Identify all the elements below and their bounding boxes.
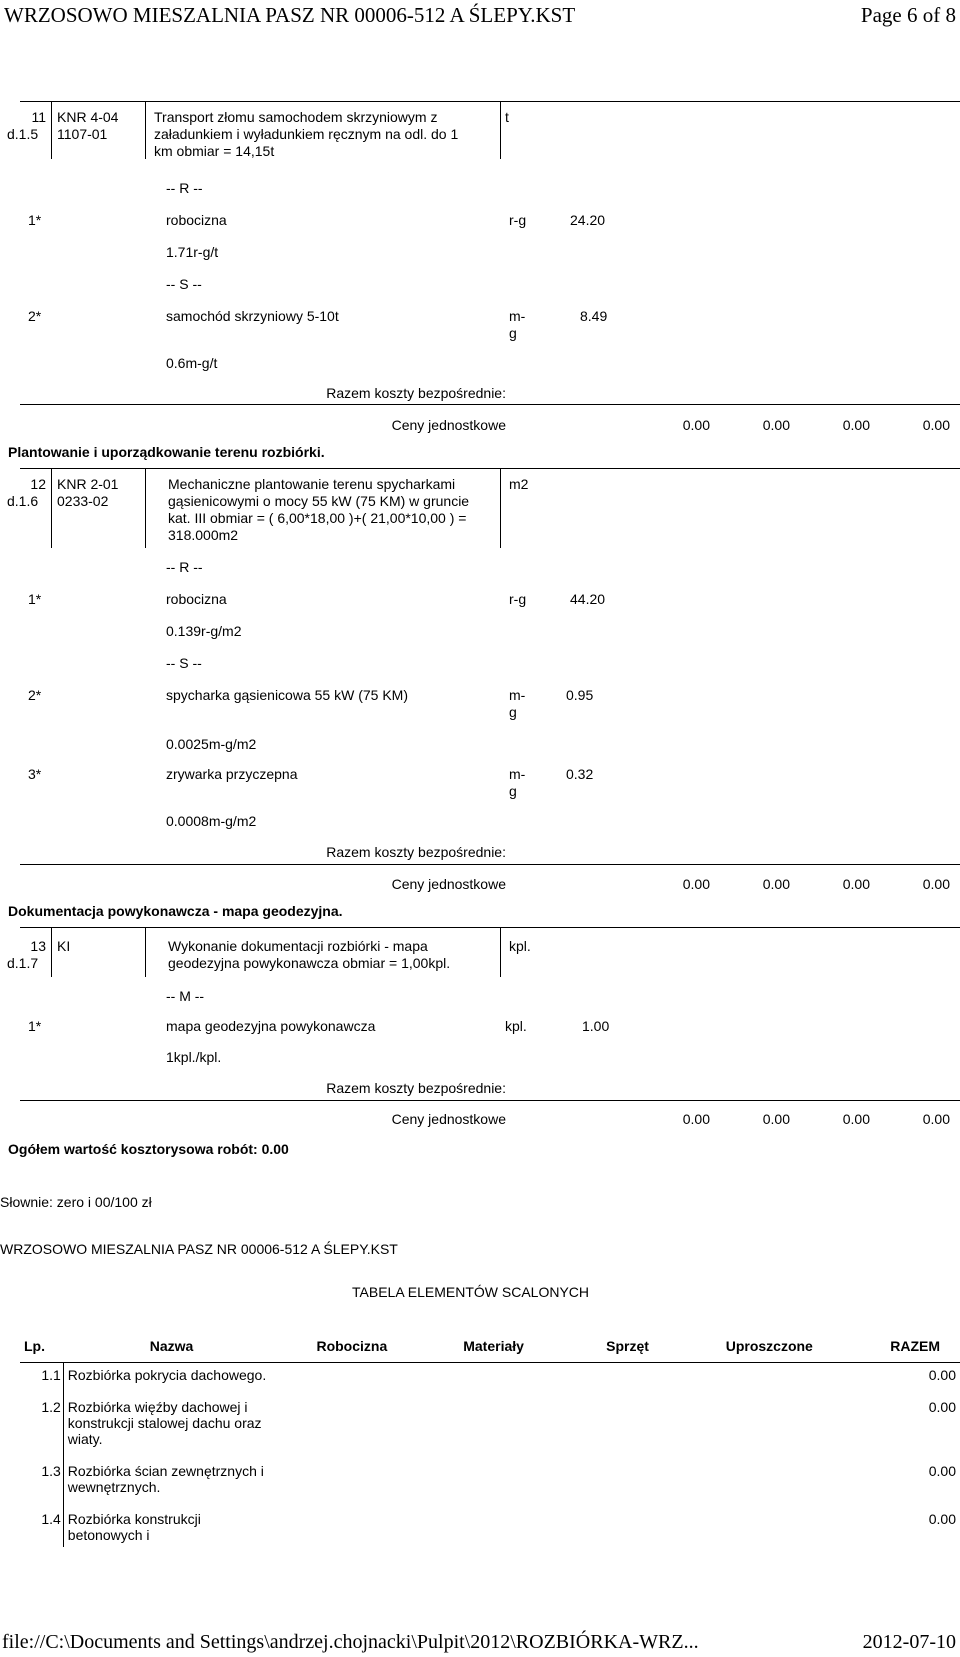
price-value: 0.00 (682, 417, 710, 433)
resource-group-label: -- S -- (166, 276, 202, 292)
table-row (20, 1362, 960, 1387)
item-subnumber: d.1.7 (7, 955, 39, 971)
resource-unit: m- (509, 308, 526, 324)
resource-number: 1* (28, 212, 42, 228)
resource-group-label: -- S -- (166, 655, 202, 671)
resource-quantity: 1.00 (582, 1018, 610, 1034)
item-description: Wykonanie dokumentacji rozbiórki - mapa (168, 938, 428, 954)
item-number: 12 (30, 476, 46, 492)
item-subnumber: d.1.6 (7, 493, 39, 509)
resource-name: robocizna (166, 212, 227, 228)
row-lp: 1.3 (41, 1462, 61, 1479)
row-lp: 1.4 (41, 1510, 61, 1527)
price-value: 0.00 (682, 1111, 710, 1127)
resource-norm: 1.71r-g/t (166, 244, 219, 260)
item-number: 13 (30, 938, 46, 954)
table-row (20, 1387, 960, 1451)
item-unit: m2 (509, 476, 529, 492)
direct-costs-label: Razem koszty bezpośrednie: (326, 385, 506, 401)
row-name: Rozbiórka więźby dachowej i konstrukcji stalowej dachu oraz wiaty. (63, 1387, 279, 1451)
row-total: 0.00 (928, 1510, 956, 1527)
column-header-labour: Robocizna (280, 1330, 424, 1362)
resource-name: zrywarka przyczepna (166, 766, 298, 782)
section-heading: Plantowanie i uporządkowanie terenu rozbiórki. (8, 444, 325, 460)
resource-unit: r-g (509, 591, 527, 607)
row-total: 0.00 (928, 1462, 956, 1479)
direct-costs-label: Razem koszty bezpośrednie: (326, 1080, 506, 1096)
column-header-total: RAZEM (847, 1330, 960, 1362)
resource-norm: 0.0025m-g/m2 (166, 736, 257, 752)
item-code: KNR 2-01 (57, 476, 119, 492)
row-name: Rozbiórka pokrycia dachowego. (63, 1362, 279, 1387)
resource-name: samochód skrzyniowy 5-10t (166, 308, 339, 324)
resource-number: 1* (28, 1018, 42, 1034)
grand-total: Ogółem wartość kosztorysowa robót: 0.00 (8, 1141, 289, 1157)
item-description-2: załadunkiem i wyładunkiem ręcznym na odl. do 1 (154, 126, 459, 142)
item-code: KNR 4-04 (57, 109, 119, 125)
item-description-2: gąsienicowymi o mocy 55 kW (75 KM) w gruncie (168, 493, 470, 509)
row-lp: 1.1 (41, 1366, 61, 1383)
item-description: Mechaniczne plantowanie terenu spycharkami (168, 476, 456, 492)
resource-unit-2: g (509, 704, 517, 720)
resource-unit-2: g (509, 325, 517, 341)
unit-prices-label: Ceny jednostkowe (391, 876, 506, 892)
resource-quantity: 0.32 (566, 766, 594, 782)
resource-unit: m- (509, 766, 526, 782)
resource-unit: kpl. (505, 1018, 527, 1034)
price-value: 0.00 (762, 876, 790, 892)
section-heading: Dokumentacja powykonawcza - mapa geodezyjna. (8, 903, 343, 919)
item-description-3: km obmiar = 14,15t (154, 143, 275, 159)
price-value: 0.00 (842, 876, 870, 892)
item-unit: t (505, 109, 509, 125)
resource-quantity: 0.95 (566, 687, 594, 703)
resource-number: 2* (28, 308, 42, 324)
column-header-equipment: Sprzęt (563, 1330, 692, 1362)
price-value: 0.00 (682, 876, 710, 892)
price-value: 0.00 (762, 417, 790, 433)
table-header-row (20, 1330, 960, 1362)
item-description: Transport złomu samochodem skrzyniowym z (154, 109, 438, 125)
resource-norm: 1kpl./kpl. (166, 1049, 222, 1065)
table-row (20, 1499, 960, 1547)
price-value: 0.00 (762, 1111, 790, 1127)
row-total: 0.00 (928, 1366, 956, 1383)
footer-file-path: file://C:\Documents and Settings\andrzej.chojnacki\Pulpit\2012\ROZBIÓRKA-WRZ... (2, 1631, 699, 1653)
resource-norm: 0.139r-g/m2 (166, 623, 242, 639)
price-value: 0.00 (842, 1111, 870, 1127)
resource-group-label: -- R -- (166, 180, 203, 196)
resource-norm: 0.0008m-g/m2 (166, 813, 257, 829)
resource-name: robocizna (166, 591, 227, 607)
price-value: 0.00 (922, 417, 950, 433)
item-description-4: 318.000m2 (168, 527, 239, 543)
elements-table (20, 1330, 960, 1547)
footer-date: 2012-07-10 (862, 1631, 956, 1653)
resource-norm: 0.6m-g/t (166, 355, 218, 371)
resource-name: spycharka gąsienicowa 55 kW (75 KM) (166, 687, 408, 703)
item-description-3: kat. III obmiar = ( 6,00*18,00 )+( 21,00*10,00 ) = (168, 510, 467, 526)
direct-costs-label: Razem koszty bezpośrednie: (326, 844, 506, 860)
item-code-2: 1107-01 (57, 126, 108, 142)
item-code-2: 0233-02 (57, 493, 109, 509)
item-unit: kpl. (509, 938, 531, 954)
resource-unit: r-g (509, 212, 527, 228)
row-lp: 1.2 (41, 1398, 61, 1415)
resource-quantity: 44.20 (570, 591, 606, 607)
resource-unit-2: g (509, 783, 517, 799)
item-subnumber: d.1.5 (7, 126, 39, 142)
header-page-number: Page 6 of 8 (860, 3, 956, 27)
table-row (20, 1451, 960, 1499)
column-header-simplified: Uproszczone (692, 1330, 847, 1362)
table-title: TABELA ELEMENTÓW SCALONYCH (352, 1284, 590, 1300)
resource-quantity: 24.20 (570, 212, 606, 228)
resource-quantity: 8.49 (580, 308, 608, 324)
price-value: 0.00 (842, 417, 870, 433)
column-header-materials: Materiały (424, 1330, 563, 1362)
amount-in-words: Słownie: zero i 00/100 zł (0, 1194, 152, 1210)
resource-group-label: -- R -- (166, 559, 203, 575)
resource-name: mapa geodezyjna powykonawcza (166, 1018, 376, 1034)
column-header-lp: Lp. (20, 1330, 63, 1362)
document-title: WRZOSOWO MIESZALNIA PASZ NR 00006-512 A ŚLEPY.KST (0, 1241, 398, 1257)
row-name: Rozbiórka ścian zewnętrznych i wewnętrznych. (63, 1451, 279, 1499)
resource-unit: m- (509, 687, 526, 703)
item-description-2: geodezyjna powykonawcza obmiar = 1,00kpl. (168, 955, 451, 971)
resource-number: 1* (28, 591, 42, 607)
unit-prices-label: Ceny jednostkowe (391, 1111, 506, 1127)
item-number: 11 (31, 109, 46, 125)
header-doc-title: WRZOSOWO MIESZALNIA PASZ NR 00006-512 A ŚLEPY.KST (4, 3, 576, 27)
resource-group-label: -- M -- (166, 988, 205, 1004)
price-value: 0.00 (922, 1111, 950, 1127)
resource-number: 3* (28, 766, 42, 782)
unit-prices-label: Ceny jednostkowe (391, 417, 506, 433)
item-code: KI (57, 938, 71, 954)
column-header-name: Nazwa (63, 1330, 279, 1362)
resource-number: 2* (28, 687, 42, 703)
price-value: 0.00 (922, 876, 950, 892)
row-total: 0.00 (928, 1398, 956, 1415)
row-name: Rozbiórka konstrukcji betonowych i (63, 1499, 279, 1547)
